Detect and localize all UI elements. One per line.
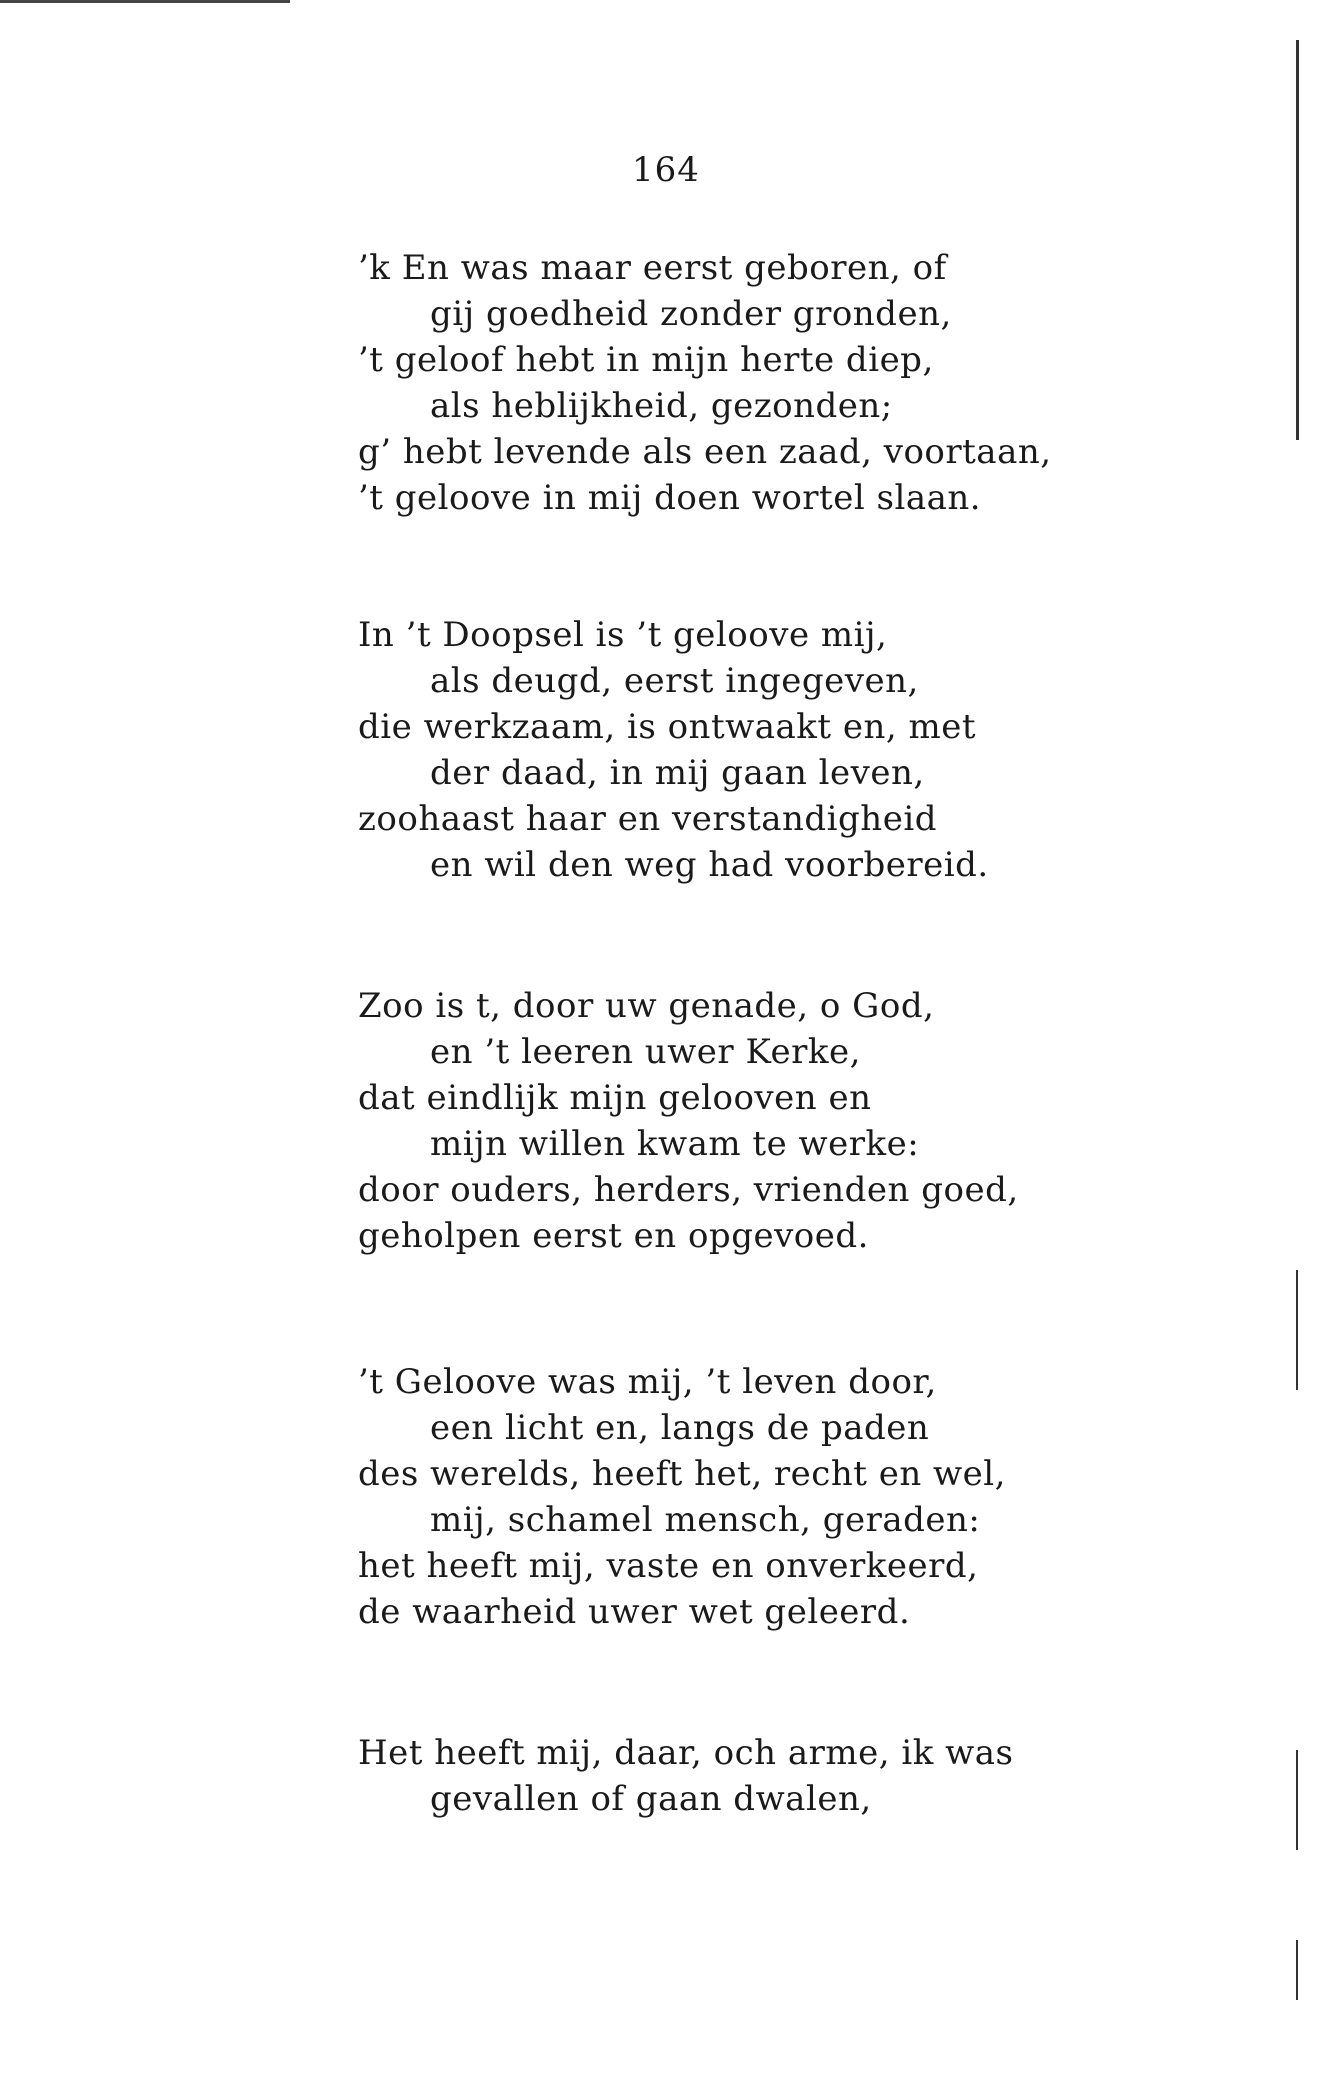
stanza-2 — [358, 612, 1118, 888]
verse-line: Het heeft mij, daar, och arme, ik was — [358, 1733, 1014, 1773]
verse-line: mij, schamel mensch, geraden: — [430, 1500, 981, 1540]
verse-line: zoohaast haar en verstandigheid — [358, 799, 937, 839]
stanza-4 — [358, 1359, 1118, 1635]
verse-line: des werelds, heeft het, recht en wel, — [358, 1454, 1006, 1494]
verse-line: der daad, in mij gaan leven, — [430, 753, 925, 793]
verse-line: en wil den weg had voorbereid. — [430, 845, 989, 885]
verse-line: geholpen eerst en opgevoed. — [358, 1216, 869, 1256]
verse-line: In ’t Doopsel is ’t geloove mij, — [358, 615, 888, 655]
stanza-5 — [358, 1730, 1118, 1822]
verse-line: ’t Geloove was mij, ’t leven door, — [358, 1362, 937, 1402]
page-number: 164 — [632, 150, 700, 190]
verse-line: die werkzaam, is ontwaakt en, met — [358, 707, 976, 747]
page-edge-mark — [1296, 1750, 1298, 1850]
verse-line: ’t geloof hebt in mijn herte diep, — [358, 340, 934, 380]
verse-line: als heblijkheid, gezonden; — [430, 386, 893, 426]
page-edge-mark — [1296, 1270, 1298, 1390]
verse-line: het heeft mij, vaste en onverkeerd, — [358, 1546, 979, 1586]
verse-line: gevallen of gaan dwalen, — [430, 1779, 872, 1819]
verse-line: een licht en, langs de paden — [430, 1408, 930, 1448]
verse-line: mijn willen kwam te werke: — [430, 1124, 920, 1164]
verse-line: en ’t leeren uwer Kerke, — [430, 1032, 861, 1072]
verse-line: ’t geloove in mij doen wortel slaan. — [358, 478, 982, 518]
verse-line: ’k En was maar eerst geboren, of — [358, 248, 947, 288]
verse-line: g’ hebt levende als een zaad, voortaan, — [358, 432, 1052, 472]
verse-line: Zoo is t, door uw genade, o God, — [358, 986, 935, 1026]
stanza-3 — [358, 983, 1118, 1259]
page-edge-mark — [1296, 1940, 1298, 2000]
verse-line: dat eindlijk mijn gelooven en — [358, 1078, 872, 1118]
verse-line: door ouders, herders, vrienden goed, — [358, 1170, 1019, 1210]
verse-line: als deugd, eerst ingegeven, — [430, 661, 919, 701]
verse-line: de waarheid uwer wet geleerd. — [358, 1592, 911, 1632]
stanza-1 — [358, 245, 1118, 521]
verse-line: gij goedheid zonder gronden, — [430, 294, 952, 334]
top-rule — [0, 0, 290, 3]
page-edge-mark — [1296, 40, 1299, 440]
